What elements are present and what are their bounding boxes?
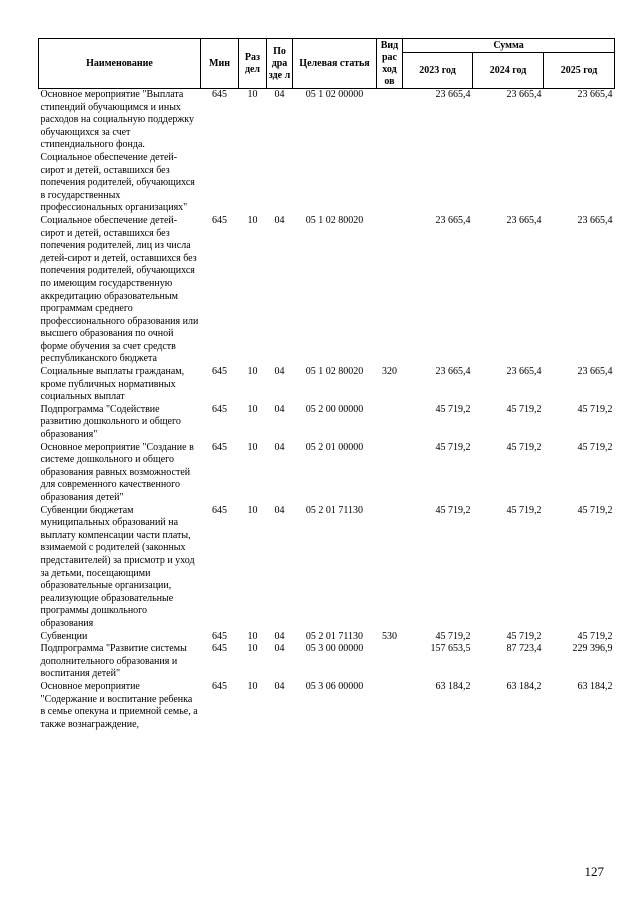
header-year-2024: 2024 год <box>473 53 544 89</box>
row-sum-2023: 45 719,2 <box>435 504 471 516</box>
header-tselevaya-statya: Целевая статья <box>293 39 377 89</box>
row-vid-raskhodov <box>377 89 403 215</box>
row-razdel: 10 <box>247 89 258 100</box>
row-tselevaya-statya: 05 2 00 00000 <box>305 403 364 415</box>
row-min: 645 <box>212 214 227 226</box>
table-row <box>39 89 615 215</box>
budget-table <box>38 38 615 731</box>
table-header <box>39 39 615 89</box>
row-podrazdel: 04 <box>274 630 285 642</box>
row-sum-2023: 23 665,4 <box>435 214 471 226</box>
row-name: Подпрограмма "Содействие развитию дошкольного и общего образования" <box>40 403 181 441</box>
row-sum-2025: 45 719,2 <box>577 403 613 415</box>
row-sum-2024: 63 184,2 <box>506 680 542 692</box>
row-vid-raskhodov <box>377 442 403 505</box>
row-name: Основное мероприятие "Выплата стипендий обучающимся и иных расходов на социальную поддержку обучающихся за счет стипендиального фонда. Социальное обеспечение детей-сирот и детей, оставшихся без попечения родителей, обучающихся в государственных профессиональных организациях" <box>40 89 195 214</box>
row-tselevaya-statya: 05 3 00 00000 <box>305 643 364 655</box>
table-body <box>39 89 615 732</box>
header-summa: Сумма <box>403 39 615 53</box>
row-name: Социальное обеспечение детей-сирот и детей, оставшихся без попечения родителей, лиц из числа детей-сирот и детей, оставшихся без попечения родителей, обучающихся по имеющим государственную аккредитацию образовательным программам среднего профессионального образования или высшего образования по очной форме обучения за счет средств республиканского бюджета <box>40 214 199 365</box>
page-number: 127 <box>584 864 604 879</box>
row-sum-2023: 157 653,5 <box>430 643 471 655</box>
row-sum-2024: 45 719,2 <box>506 441 542 453</box>
table-row <box>39 681 615 731</box>
row-podrazdel: 04 <box>274 214 285 226</box>
row-razdel: 10 <box>247 214 258 226</box>
header-year-2023: 2023 год <box>403 53 473 89</box>
row-podrazdel: 04 <box>274 680 285 692</box>
row-vid-raskhodov: 530 <box>382 630 397 642</box>
row-podrazdel: 04 <box>274 403 285 415</box>
row-sum-2025: 23 665,4 <box>577 366 613 378</box>
row-name: Основное мероприятие "Содержание и воспитание ребенка в семье опекуна и приемной семье, а также вознаграждение, <box>40 680 198 730</box>
row-podrazdel: 04 <box>274 504 285 516</box>
row-razdel: 10 <box>247 680 258 692</box>
table-row <box>39 215 615 366</box>
row-sum-2025: 23 665,4 <box>577 214 613 226</box>
row-podrazdel: 04 <box>274 441 285 453</box>
row-sum-2025: 45 719,2 <box>577 441 613 453</box>
row-sum-2025: 63 184,2 <box>577 680 613 692</box>
row-min: 645 <box>212 504 227 516</box>
row-tselevaya-statya: 05 2 01 00000 <box>305 441 364 453</box>
row-sum-2024: 23 665,4 <box>506 89 542 100</box>
row-sum-2024: 87 723,4 <box>506 643 542 655</box>
header-vid-raskhodov: Вид рас ход ов <box>377 39 403 89</box>
row-name: Социальные выплаты гражданам, кроме публичных нормативных социальных выплат <box>40 366 185 403</box>
row-razdel: 10 <box>247 630 258 642</box>
row-sum-2023: 45 719,2 <box>435 441 471 453</box>
table-row <box>39 643 615 681</box>
table-row <box>39 404 615 442</box>
row-tselevaya-statya: 05 1 02 80020 <box>305 214 364 226</box>
row-name: Подпрограмма "Развитие системы дополнительного образования и воспитания детей" <box>40 643 187 680</box>
row-vid-raskhodov <box>377 215 403 366</box>
row-name: Основное мероприятие "Создание в системе дошкольного и общего образования равных возможностей для современного качественного образования детей" <box>40 441 194 503</box>
row-vid-raskhodov <box>377 505 403 631</box>
row-razdel: 10 <box>247 403 258 415</box>
row-podrazdel: 04 <box>274 643 285 655</box>
row-sum-2024: 45 719,2 <box>506 403 542 415</box>
row-tselevaya-statya: 05 2 01 71130 <box>305 504 364 516</box>
header-podrazdel: По дра зде л <box>267 39 293 89</box>
row-sum-2024: 45 719,2 <box>506 504 542 516</box>
row-sum-2024: 45 719,2 <box>506 630 542 642</box>
row-sum-2023: 45 719,2 <box>435 630 471 642</box>
row-min: 645 <box>212 89 227 100</box>
row-podrazdel: 04 <box>274 366 285 378</box>
table-row <box>39 631 615 644</box>
row-min: 645 <box>212 643 227 655</box>
row-razdel: 10 <box>247 441 258 453</box>
row-vid-raskhodov <box>377 404 403 442</box>
row-vid-raskhodov <box>377 681 403 731</box>
row-min: 645 <box>212 630 227 642</box>
row-sum-2023: 63 184,2 <box>435 680 471 692</box>
table-row <box>39 366 615 404</box>
row-podrazdel: 04 <box>274 89 285 100</box>
row-sum-2025: 23 665,4 <box>577 89 613 100</box>
row-tselevaya-statya: 05 3 06 00000 <box>305 680 364 692</box>
row-sum-2023: 23 665,4 <box>435 366 471 378</box>
header-razdel: Раз дел <box>239 39 267 89</box>
row-sum-2025: 45 719,2 <box>577 630 613 642</box>
table-row <box>39 505 615 631</box>
row-razdel: 10 <box>247 643 258 655</box>
row-name: Субвенции <box>40 630 88 642</box>
row-tselevaya-statya: 05 1 02 80020 <box>305 366 364 378</box>
row-sum-2025: 229 396,9 <box>572 643 613 655</box>
row-sum-2025: 45 719,2 <box>577 504 613 516</box>
row-name: Субвенции бюджетам муниципальных образований на выплату компенсации части платы, взимаемой с родителей (законных представителей) за присмотр и уход за детьми, посещающими образовательные организации, реализующие образовательные программы дошкольного образования <box>40 504 195 629</box>
header-name: Наименование <box>39 39 201 89</box>
row-sum-2023: 23 665,4 <box>435 89 471 100</box>
row-vid-raskhodov: 320 <box>382 366 397 378</box>
row-sum-2023: 45 719,2 <box>435 403 471 415</box>
row-razdel: 10 <box>247 366 258 378</box>
row-tselevaya-statya: 05 2 01 71130 <box>305 630 364 642</box>
row-razdel: 10 <box>247 504 258 516</box>
row-min: 645 <box>212 366 227 378</box>
table-row <box>39 442 615 505</box>
row-min: 645 <box>212 680 227 692</box>
row-tselevaya-statya: 05 1 02 00000 <box>305 89 364 100</box>
row-sum-2024: 23 665,4 <box>506 366 542 378</box>
row-min: 645 <box>212 403 227 415</box>
header-year-2025: 2025 год <box>544 53 615 89</box>
row-min: 645 <box>212 441 227 453</box>
row-vid-raskhodov <box>377 643 403 681</box>
row-sum-2024: 23 665,4 <box>506 214 542 226</box>
header-min: Мин <box>201 39 239 89</box>
